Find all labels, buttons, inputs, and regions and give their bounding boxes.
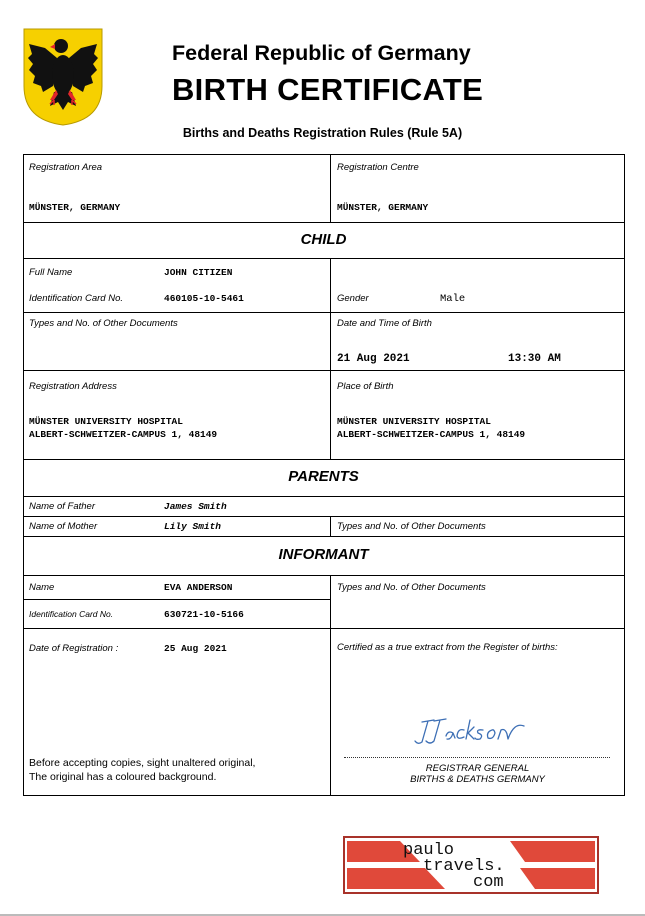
country-title: Federal Republic of Germany	[172, 41, 471, 65]
divider	[23, 628, 625, 629]
child-dob-label: Date and Time of Birth	[337, 318, 432, 329]
child-section-heading: CHILD	[300, 231, 347, 248]
mother-value: Lily Smith	[164, 521, 222, 532]
divider	[23, 258, 625, 259]
divider	[23, 516, 625, 517]
certified-text: Certified as a true extract from the Register of births:	[337, 642, 558, 653]
child-gender-label: Gender	[337, 293, 369, 304]
child-place-line2: ALBERT-SCHWEITZER-CAMPUS 1, 48149	[337, 429, 526, 440]
child-full-name-label: Full Name	[29, 267, 73, 278]
informant-id-value: 630721-10-5166	[164, 609, 244, 620]
registrar-signature	[412, 712, 540, 746]
child-place-label: Place of Birth	[337, 381, 394, 392]
registration-centre-label: Registration Centre	[337, 162, 419, 173]
registration-centre-value: MÜNSTER, GERMANY	[337, 202, 429, 213]
informant-other-docs-label: Types and No. of Other Documents	[337, 582, 486, 593]
note-line-2: The original has a coloured background.	[29, 770, 217, 783]
informant-name-value: EVA ANDERSON	[164, 582, 233, 593]
signature-line	[344, 757, 610, 758]
divider	[23, 575, 625, 576]
divider	[23, 599, 331, 600]
father-label: Name of Father	[29, 501, 95, 512]
informant-id-label: Identification Card No.	[29, 609, 114, 619]
divider	[23, 496, 625, 497]
rules-subtitle: Births and Deaths Registration Rules (Rule 5A)	[182, 126, 463, 140]
divider	[330, 516, 331, 536]
child-full-name-value: JOHN CITIZEN	[164, 267, 233, 278]
child-dob-time: 13:30 AM	[508, 353, 561, 365]
registration-date-label: Date of Registration :	[29, 643, 119, 654]
child-address-line1: MÜNSTER UNIVERSITY HOSPITAL	[29, 416, 183, 427]
divider	[23, 459, 625, 460]
child-place-line1: MÜNSTER UNIVERSITY HOSPITAL	[337, 416, 491, 427]
original-sighting-note	[29, 757, 255, 784]
divider	[23, 222, 625, 223]
child-gender-value: Male	[440, 293, 466, 305]
parents-section-heading: PARENTS	[288, 468, 359, 485]
registration-area-value: MÜNSTER, GERMANY	[29, 202, 121, 213]
registration-area-label: Registration Area	[29, 162, 103, 173]
child-id-value: 460105-10-5461	[164, 293, 244, 304]
logo-text-line2: travels.	[423, 857, 505, 876]
registrar-title-line1: REGISTRAR GENERAL	[425, 763, 530, 774]
coat-of-arms-eagle-icon	[23, 28, 103, 126]
divider	[330, 154, 331, 222]
informant-section-heading: INFORMANT	[278, 546, 369, 563]
divider	[23, 370, 625, 371]
child-id-label: Identification Card No.	[29, 293, 123, 304]
child-other-docs-label: Types and No. of Other Documents	[29, 318, 178, 329]
child-address-line2: ALBERT-SCHWEITZER-CAMPUS 1, 48149	[29, 429, 218, 440]
child-dob-date: 21 Aug 2021	[337, 353, 410, 365]
logo-text-line3: com	[473, 873, 504, 892]
father-value: James Smith	[164, 501, 227, 512]
registrar-title-line2: BIRTHS & DEATHS GERMANY	[410, 774, 545, 785]
divider	[330, 258, 331, 459]
document-title: BIRTH CERTIFICATE	[172, 72, 484, 107]
mother-label: Name of Mother	[29, 521, 98, 532]
divider	[23, 312, 625, 313]
divider	[23, 536, 625, 537]
informant-name-label: Name	[29, 582, 55, 593]
logo-text-line1: paulo	[403, 841, 455, 860]
note-line-1: Before accepting copies, sight unaltered original,	[29, 757, 256, 769]
parents-other-docs-label: Types and No. of Other Documents	[337, 521, 486, 532]
paulo-travels-watermark-logo	[343, 836, 599, 894]
child-address-label: Registration Address	[29, 381, 117, 392]
registration-date-value: 25 Aug 2021	[164, 643, 227, 654]
